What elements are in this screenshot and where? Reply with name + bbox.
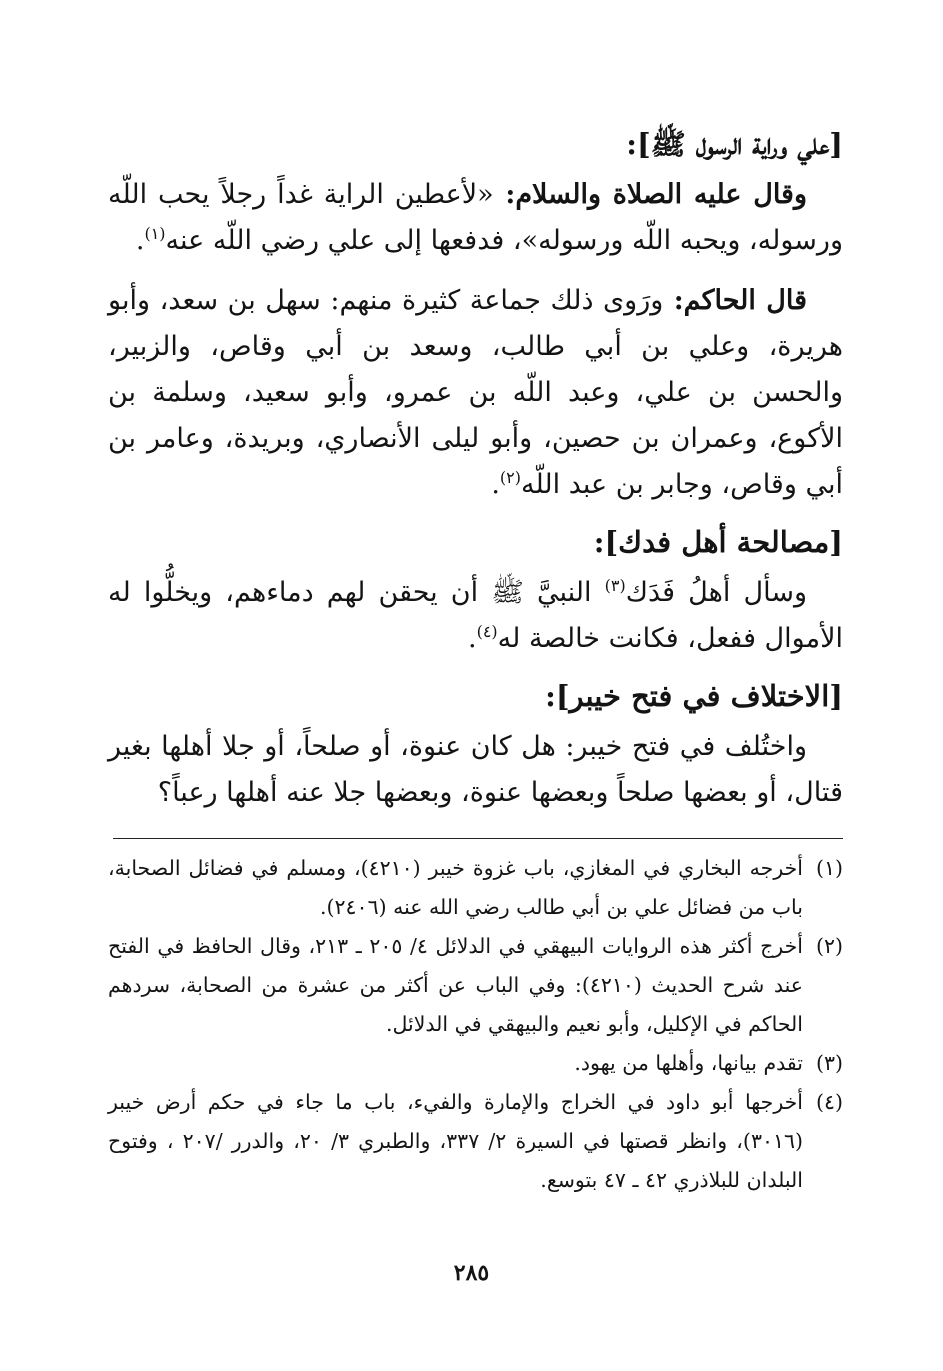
footnote-item xyxy=(108,1083,843,1200)
footnote-number: (٤) xyxy=(815,1090,843,1114)
footnote-marker: (١) xyxy=(144,224,166,243)
page-number: ٢٨٥ xyxy=(453,1260,490,1286)
footnote-text: أخرجها أبو داود في الخراج والإمارة والفيء، باب ما جاء في حكم أرض خيبر (٣٠١٦)، وانظر قصتها في السيرة ٢/ ٣٣٧، والطبري ٣/ ٢٠، والدرر /٢٠٧ ، وفتوح البلدان للبلاذري ٤٢ ـ ٤٧ بتوسع. xyxy=(108,1090,803,1192)
section-heading-ali-banner: [علي وراية الرسول ﷺ]: xyxy=(626,127,843,161)
paragraph-end: . xyxy=(467,623,477,654)
footnote-text: أخرج أكثر هذه الروايات البيهقي في الدلائل ٤/ ٢٠٥ ـ ٢١٣، وقال الحافظ في الفتح عند شرح الحديث (٤٢١٠): وفي الباب عن أكثر من عشرة من الصحابة، سردهم الحاكم في الإكليل، وأبو نعيم والبيهقي في الدلائل. xyxy=(108,934,804,1036)
footnote-marker: (٤) xyxy=(476,622,498,641)
footnote-text: أخرجه البخاري في المغازي، باب غزوة خيبر (٤٢١٠)، ومسلم في فضائل الصحابة، باب من فضائل علي بن أبي طالب رضي الله عنه (٢٤٠٦). xyxy=(108,856,803,919)
footnote-item xyxy=(108,1044,843,1083)
paragraph-fadak xyxy=(108,570,843,662)
paragraph-text: «لأعطين الراية غداً رجلاً يحب اللّه ورسوله، ويحبه اللّه ورسوله»، فدفعها إلى علي رضي اللّه عنه xyxy=(108,179,843,256)
paragraph-end: . xyxy=(135,225,145,256)
paragraph-banner-hadith xyxy=(108,172,843,264)
footnote-item xyxy=(108,927,843,1044)
paragraph-lead: قال الحاكم: xyxy=(663,285,807,316)
footnote-divider xyxy=(113,838,843,839)
footnote-number: (١) xyxy=(815,856,843,880)
section-heading-khaybar: [الاختلاف في فتح خيبر]: xyxy=(545,679,843,713)
paragraph-lead: وقال عليه الصلاة والسلام: xyxy=(493,179,807,210)
paragraph-end: . xyxy=(491,469,500,500)
footnote-marker: (٢) xyxy=(499,468,522,487)
footnote-number: (٢) xyxy=(815,934,843,958)
paragraph-text: واختُلف في فتح خيبر: هل كان عنوة، أو صلحاً، أو جلا أهلها بغير قتال، أو بعضها صلحاً وبعضها عنوة، وبعضها جلا عنه أهلها رعباً؟ xyxy=(108,731,843,808)
paragraph-hakim-narrators xyxy=(108,278,843,508)
footnote-item xyxy=(108,849,843,927)
paragraph-text: النبيَّ ﷺ أن يحقن لهم دماءهم، ويخلُّوا له الأموال ففعل، فكانت خالصة له xyxy=(108,577,843,654)
paragraph-text: ورَوى ذلك جماعة كثيرة منهم: سهل بن سعد، وأبو هريرة، وعلي بن أبي طالب، وسعد بن أبي وقاص، والزبير، والحسن بن علي، وعبد اللّه بن عمرو، وأبو سعيد، وسلمة بن الأكوع، وعمران بن حصين، وأبو ليلى الأنصاري، وبريدة، وعامر بن أبي وقاص، وجابر بن عبد اللّه xyxy=(108,285,843,500)
section-heading-fadak: [مصالحة أهل فدك]: xyxy=(593,525,843,559)
paragraph-khaybar xyxy=(108,724,843,816)
footnote-marker: (٣) xyxy=(604,576,626,595)
footnotes-list xyxy=(108,849,843,1200)
footnote-text: تقدم بيانها، وأهلها من يهود. xyxy=(574,1051,803,1075)
paragraph-text: وسأل أهلُ فَدَك xyxy=(625,577,807,608)
footnote-number: (٣) xyxy=(815,1051,843,1075)
